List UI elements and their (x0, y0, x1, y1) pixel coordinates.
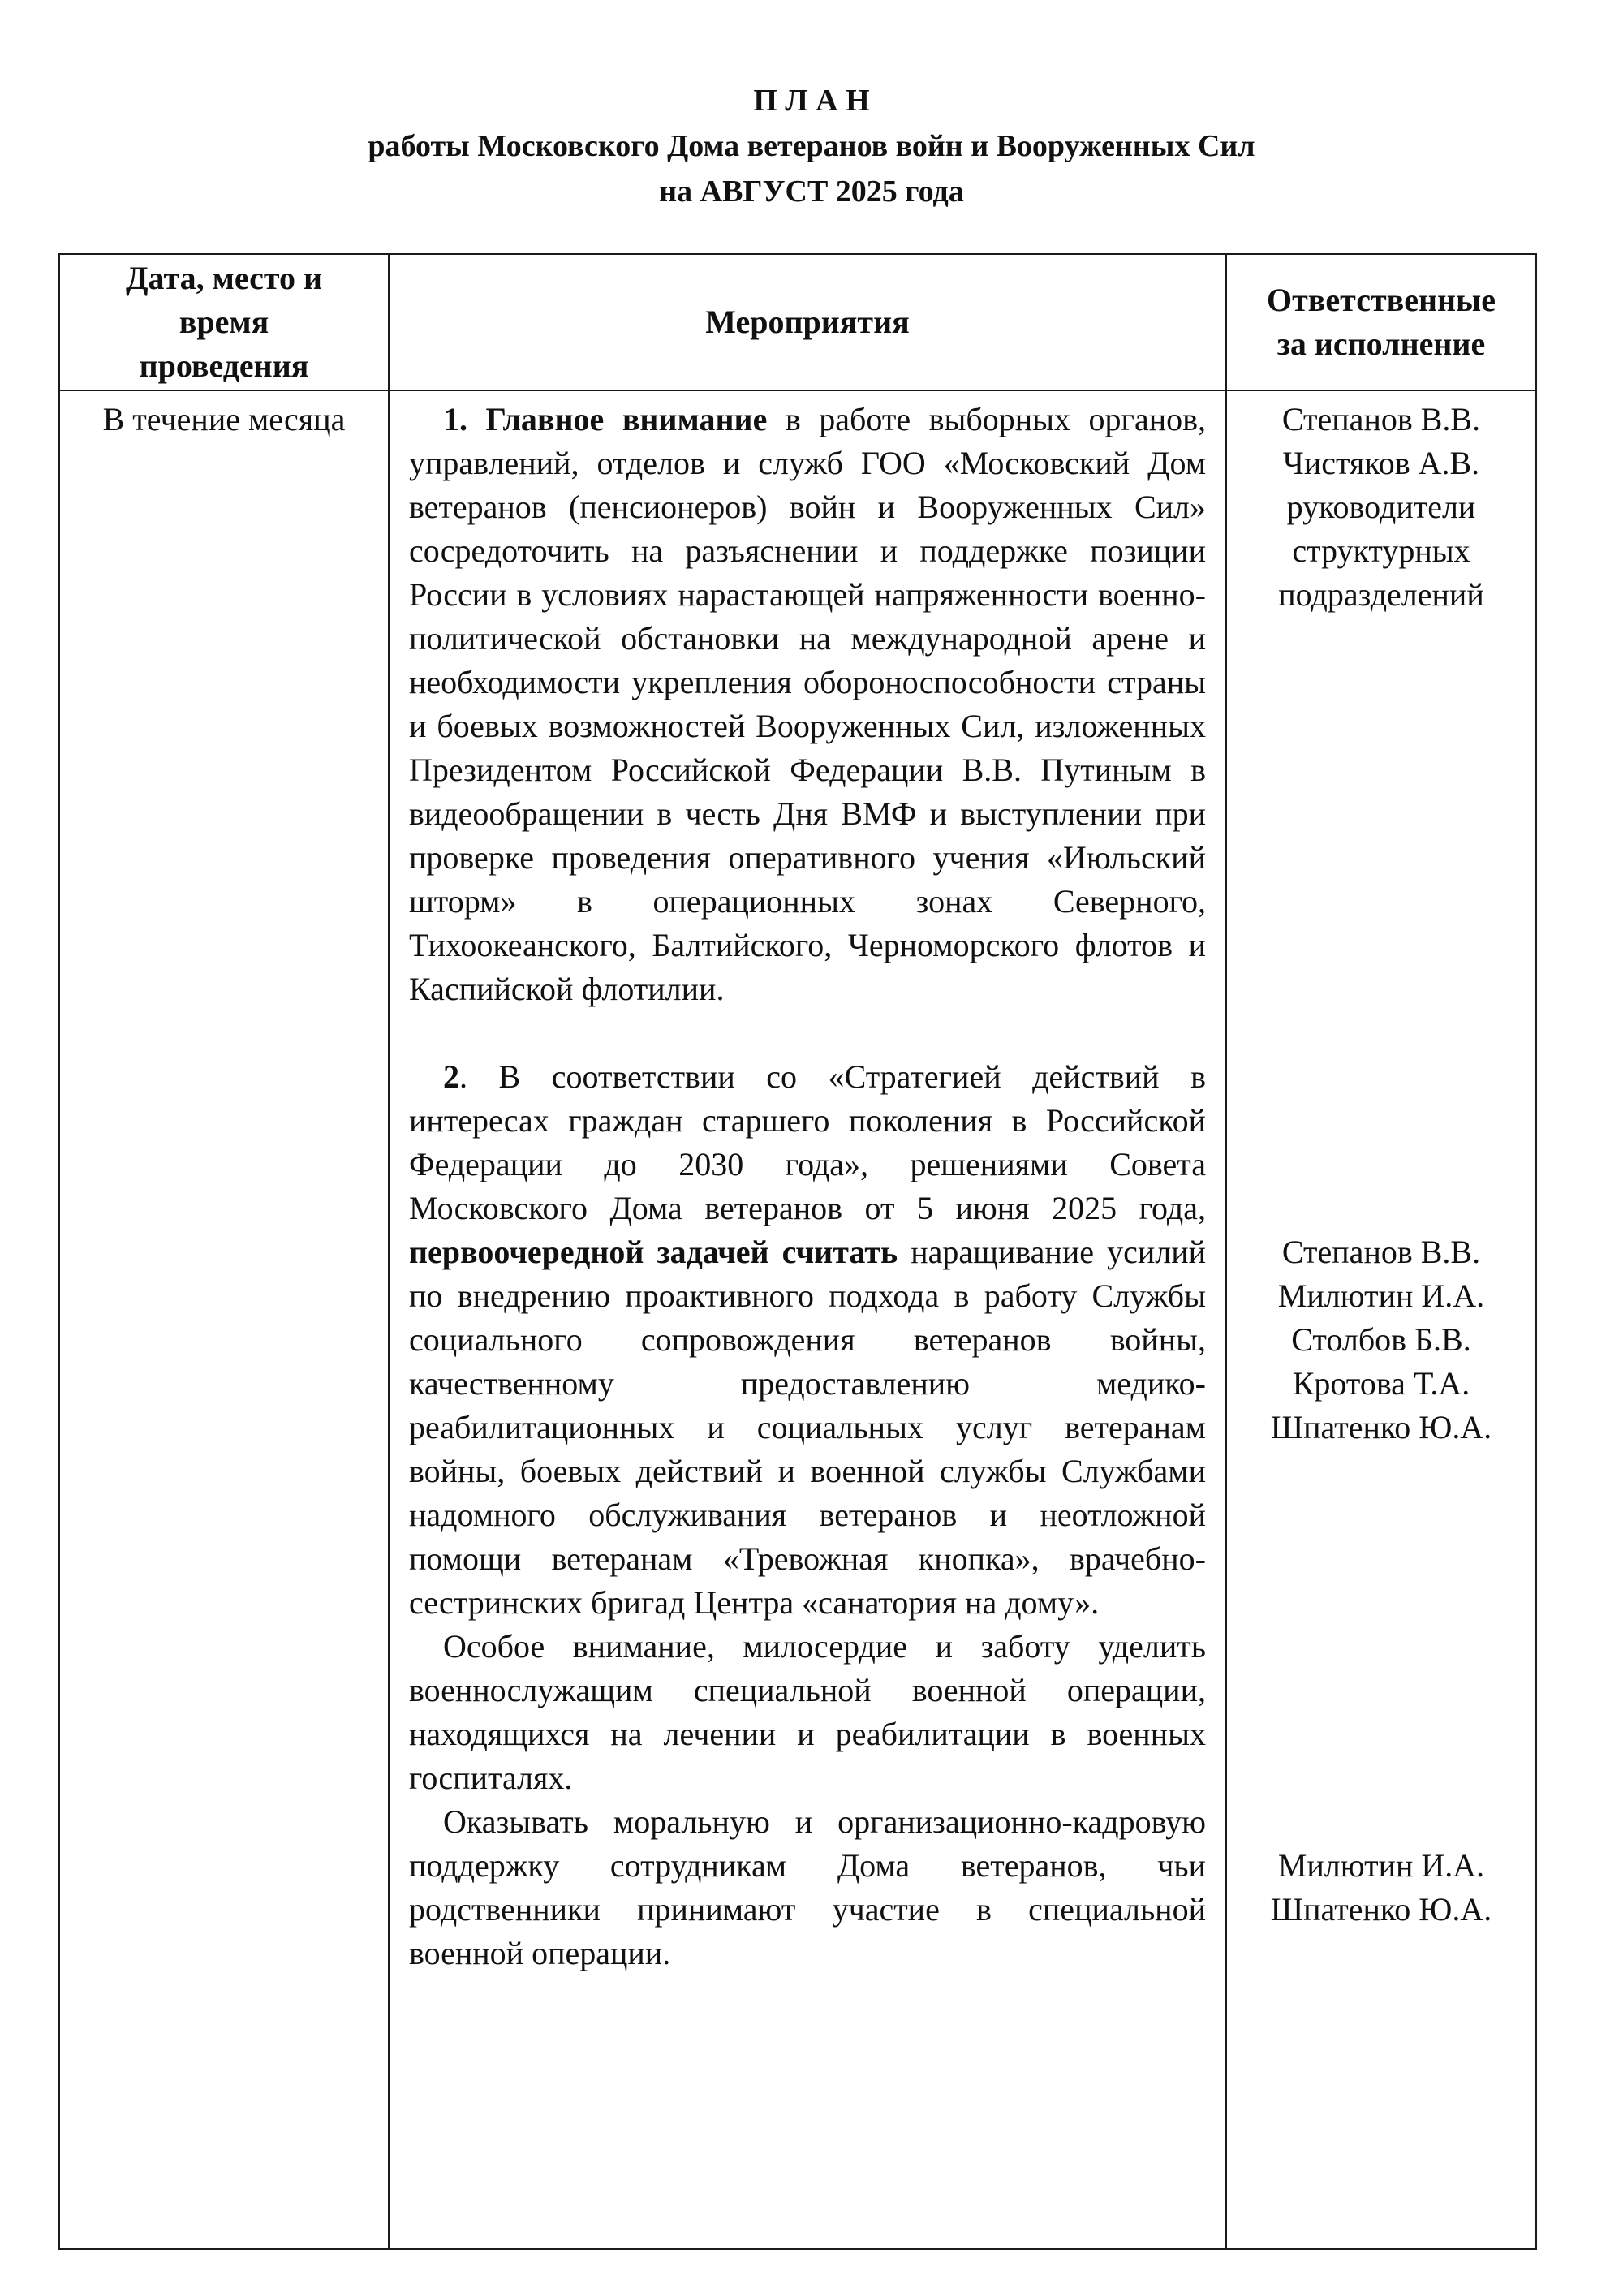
event-item-3: Особое внимание, милосердие и заботу уделить военнослужащим специальной военной операции, находящихся на лечении и реабилитации в военных госпиталях. (409, 1628, 1206, 1796)
events-cell (389, 390, 1226, 2249)
title-period: на АВГУСТ 2025 года (659, 174, 964, 209)
responsible-group-2: Степанов В.В. Милютин И.А. Столбов Б.В. Кротова Т.А. Шпатенко Ю.А. (1270, 1234, 1492, 1445)
event-item-2: 2. В соответствии со «Стратегией действий в интересах граждан старшего поколения в Российской Федерации до 2030 года», решениями Совета Московского Дома ветеранов от 5 июня 2025 года, первоочередной задачей считать наращивание усилий по внедрению проактивного подхода в работу Службы социального сопровождения ветеранов войны, качественному предоставлению медико-реабилитационных и социальных услуг ветеранам войны, боевых действий и военной службы Службами надомного обслуживания ветеранов и неотложной помощи ветеранам «Тревожная кнопка», врачебно-сестринских бригад Центра «санатория на дому». (409, 1058, 1206, 1621)
header-responsible: Ответственные за исполнение (1226, 254, 1536, 390)
event-item-2-emphasis: первоочередной задачей считать (409, 1234, 898, 1270)
event-item-1: 1. Главное внимание в работе выборных органов, управлений, отделов и служб ГОО «Московский Дом ветеранов (пенсионеров) войн и Вооруженных Сил» сосредоточить на разъяснении и поддержке позиции России в условиях нарастающей напряженности военно-политической обстановки на международной арене и необходимости укрепления обороноспособности страны и боевых возможностей Вооруженных Сил, изложенных Президентом Российской Федерации В.В. Путиным в видеообращении в честь Дня ВМФ и выступлении при проверке проведения оперативного учения «Июльский шторм» в операционных зонах Северного, Тихоокеанского, Балтийского, Черноморского флотов и Каспийской флотилии. (409, 401, 1207, 1007)
responsible-cell (1226, 390, 1536, 2249)
event-item-1-lead: 1. Главное внимание (443, 401, 768, 437)
title-organization: работы Московского Дома ветеранов войн и Вооруженных Сил (368, 129, 1255, 163)
table-row (59, 390, 1536, 2249)
event-item-4: Оказывать моральную и организационно-кадровую поддержку сотрудникам Дома ветеранов, чьи родственники принимают участие в специальной военной операции. (409, 1803, 1206, 1971)
page-title (0, 78, 1623, 214)
date-cell: В течение месяца (59, 390, 389, 2249)
header-row (59, 254, 1536, 390)
plan-table (58, 253, 1537, 2250)
title-plan: П Л А Н (753, 84, 870, 118)
responsible-group-1: Степанов В.В. Чистяков А.В. руководители структурных подразделений (1278, 401, 1484, 613)
responsible-group-3: Милютин И.А. Шпатенко Ю.А. (1270, 1847, 1492, 1928)
event-item-2-number: 2 (443, 1058, 459, 1095)
header-events: Мероприятия (389, 254, 1226, 390)
header-date: Дата, место и время проведения (59, 254, 389, 390)
